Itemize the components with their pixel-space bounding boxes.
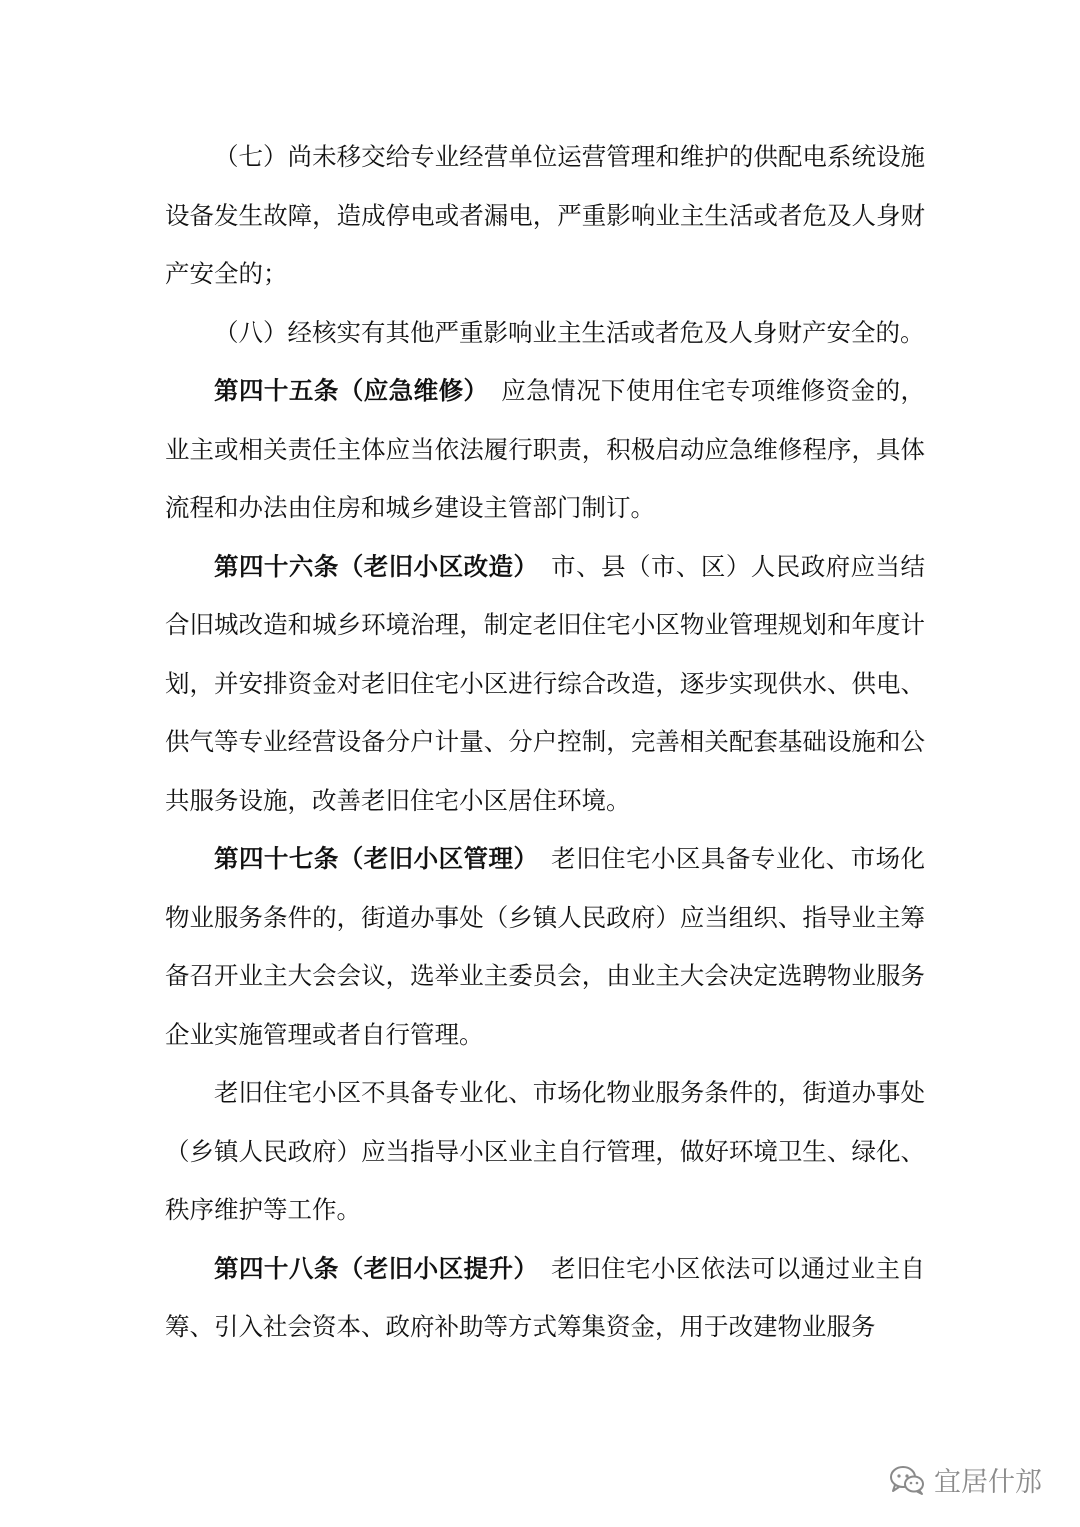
article-47 — [165, 830, 925, 1064]
article-heading: 第四十五条（应急维修） — [214, 376, 477, 405]
article-46 — [165, 538, 925, 831]
article-45 — [165, 362, 925, 538]
wechat-icon — [888, 1464, 926, 1496]
document-body — [165, 128, 925, 1357]
article-heading: 第四十七条（老旧小区管理） — [214, 844, 527, 873]
paragraph-text: （八）经核实有其他严重影响业主生活或者危及人身财产安全的。 — [214, 317, 925, 347]
article-text: 老旧住宅小区具备专业化、市场化物业服务条件的，街道办事处（乡镇人民政府）应当组织、指导业主筹备召开业主大会会议，选举业主委员会，由业主大会决定选聘物业服务企业实施管理或者自行管理。 — [165, 844, 926, 1049]
paragraph-text: （七）尚未移交给专业经营单位运营管理和维护的供配电系统设施设备发生故障，造成停电或者漏电，严重影响业主生活或者危及人身财产安全的； — [165, 142, 925, 288]
wechat-watermark — [888, 1460, 1042, 1499]
article-text: 应急情况下使用住宅专项维修资金的，业主或相关责任主体应当依法履行职责，积极启动应急维修程序，具体流程和办法由住房和城乡建设主管部门制订。 — [165, 376, 926, 522]
article-heading: 第四十六条（老旧小区改造） — [214, 551, 527, 581]
watermark-text: 宜居什邡 — [934, 1467, 1042, 1498]
paragraph-7 — [165, 128, 925, 304]
article-47-paragraph-2 — [165, 1064, 925, 1240]
article-text: 老旧住宅小区依法可以通过业主自筹、引入社会资本、政府补助等方式筹集资金，用于改建物业服务 — [165, 1253, 926, 1341]
paragraph-8 — [165, 304, 925, 363]
article-text: 市、县（市、区）人民政府应当结合旧城改造和城乡环境治理，制定老旧住宅小区物业管理规划和年度计划，并安排资金对老旧住宅小区进行综合改造，逐步实现供水、供电、供气等专业经营设备分户计量、分户控制，完善相关配套基础设施和公共服务设施，改善老旧住宅小区居住环境。 — [165, 551, 926, 815]
article-48 — [165, 1240, 925, 1357]
paragraph-text: 老旧住宅小区不具备专业化、市场化物业服务条件的，街道办事处（乡镇人民政府）应当指导小区业主自行管理，做好环境卫生、绿化、秩序维护等工作。 — [165, 1078, 925, 1224]
article-heading: 第四十八条（老旧小区提升） — [214, 1253, 527, 1283]
